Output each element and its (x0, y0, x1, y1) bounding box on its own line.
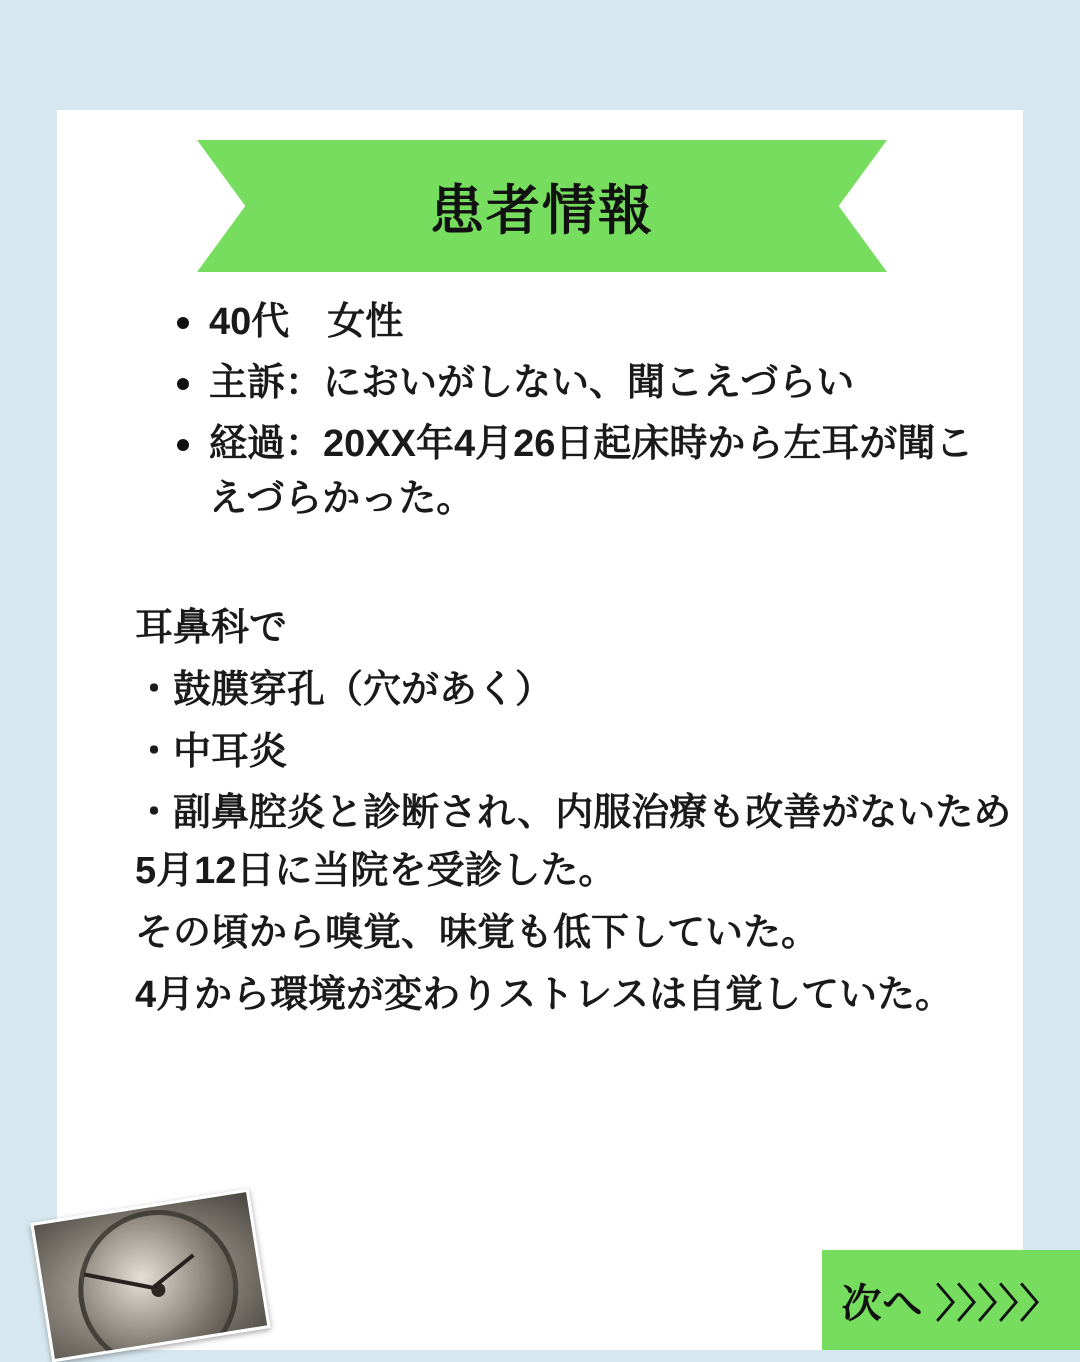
patient-info-list (167, 295, 987, 533)
body-line: ・中耳炎 (135, 730, 288, 773)
list-item: 40代 女性 (167, 295, 987, 350)
content-card (57, 110, 1023, 1350)
list-item: 主訴：においがしない、聞こえづらい (167, 356, 987, 411)
next-button-label: 次へ 〉〉〉〉〉 (841, 1281, 1061, 1326)
list-item: 経過：20XX年4月26日起床時から左耳が聞こえづらかった。 (167, 417, 987, 527)
body-line: 4月から環境が変わりストレスは自覚していた。 (135, 973, 953, 1016)
body-line: ・鼓膜穿孔（穴があく） (135, 668, 554, 711)
banner (197, 140, 887, 272)
next-button[interactable] (822, 1250, 1080, 1350)
body-line: ・副鼻腔炎と診断され、内服治療も改善がないため5月12日に当院を受診した。 (135, 792, 1012, 892)
body-line: その頃から嗅覚、味覚も低下していた。 (135, 911, 820, 954)
body-line: 耳鼻科で (135, 607, 288, 649)
case-description (135, 600, 1015, 1028)
page-title: 患者情報 (430, 180, 654, 241)
